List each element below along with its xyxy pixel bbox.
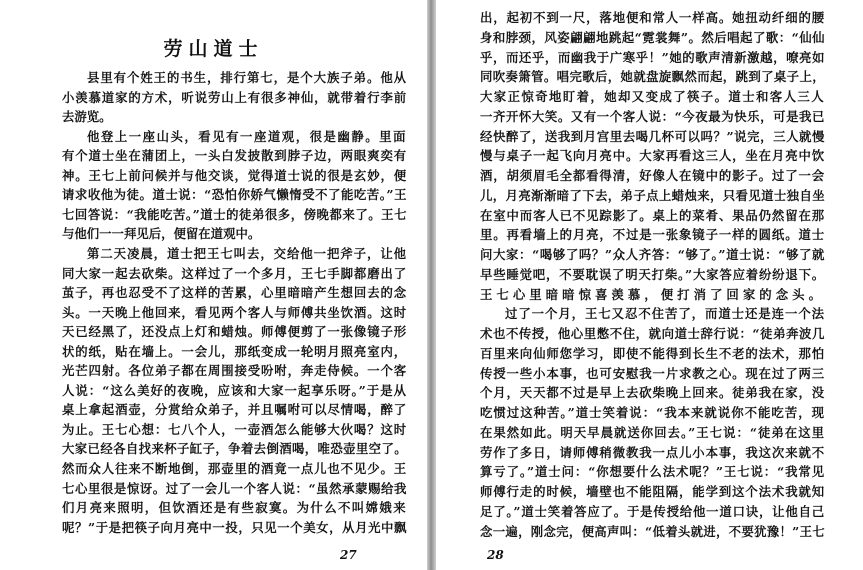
text-line: 师傅行走的时候，墙壁也不能阻隔，能学到这个法术我就知 [480, 484, 825, 499]
text-line: 小羡慕道家的方术，听说劳山上有很多神仙，就带着行李前 [62, 89, 407, 105]
text-line: 同吹奏箫管。唱完歌后，她就盘旋飘然而起，跳到了桌子上， [480, 69, 825, 85]
text-line: 传授一些小本事，也可安慰我一片求教之心。现在过了两三 [480, 365, 825, 381]
text-line: 天已经黑了，还没点上灯和蜡烛。师傅便剪了一张像镜子形 [62, 324, 407, 340]
text-line: 足了。”道士笑着答应了。于是传授给他一道口诀，让他自己 [480, 503, 825, 519]
text-line: 呢？”于是把筷子向月亮中一投，只见一个美女，从月光中飘 [62, 519, 407, 535]
text-line: 们月亮来照明，但饮酒还是有些寂寞。为什么不叫嫦娥来 [62, 500, 407, 516]
text-line: 个月，天天都不过是早上去砍柴晚上回来。徒弟我在家，没 [480, 385, 825, 401]
text-line: 同大家一起去砍柴。这样过了一个多月，王七手脚都磨出了 [62, 265, 407, 281]
text-line: 光芒四射。各位弟子都在周围接受吩咐，奔走侍候。一个客 [62, 363, 407, 379]
text-line: 茧子，再也忍受不了这样的苦累，心里暗暗产生想回去的念 [62, 285, 407, 301]
text-line: 在果然如此。明天早晨就送你回去。”王七说：“徒弟在这里 [480, 424, 825, 440]
text-line: 百里来向仙师您学习，即使不能得到长生不老的法术，那怕 [480, 345, 825, 361]
text-line: 术也不传授，他心里憋不住，就向道士辞行说：“徒弟奔波几 [480, 326, 825, 341]
text-line: 劳作了多日，请师傅稍微教我一点儿小本事，我这次来就不 [480, 444, 825, 460]
text-line: 大家正惊奇地盯着，她却又变成了筷子。道士和客人三人 [480, 89, 825, 104]
text-line: 吃惯过这种苦。”道士笑着说：“我本来就说你不能吃苦，现 [480, 405, 825, 420]
text-line: 乎，而还乎，而幽我于广寒乎！”她的歌声清新激越，嘹亮如 [480, 49, 825, 65]
text-line: 里。再看墙上的月亮，不过是一张象镜子一样的圆纸。道士 [480, 227, 825, 243]
page-number-left: 27 [340, 548, 357, 562]
page-number-right: 28 [487, 548, 504, 562]
text-line: 经快醉了，送我到月宫里去喝几杯可以吗？”说完，三人就慢 [480, 128, 825, 144]
text-line: 人说：“这么美好的夜晚，应该和大家一起享乐呀。”于是从 [62, 382, 407, 398]
text-line: 神。王七上前问候并与他交谈，觉得道士说的很是玄妙，便 [62, 167, 407, 183]
text-line: 状的纸，贴在墙上。一会儿，那纸变成一轮明月照亮室内， [62, 343, 407, 359]
text-line: 与他们一一拜见后，便留在道观中。 [62, 226, 261, 242]
text-line: 为止。王七心想：七八个人，一壶酒怎么能够大伙喝？这时 [62, 421, 407, 437]
text-line: 有个道士坐在蒲团上，一头白发披散到脖子边，两眼爽奕有 [62, 148, 407, 164]
text-line: 身和脖颈，风姿翩翩地跳起“霓裳舞”。然后唱起了歌：“仙仙 [480, 29, 825, 45]
text-line: 问大家：“喝够了吗？”众人齐答：“够了。”道士说：“够了就 [480, 247, 825, 262]
text-line: 算亏了。”道士问：“你想要什么法术呢？”王七说：“我常见 [480, 464, 825, 480]
text-line: 去游览。 [62, 109, 112, 125]
text-line: 第二天凌晨，道士把王七叫去，交给他一把斧子，让他 [87, 245, 407, 261]
text-line: 县里有个姓王的书生，排行第七，是个大族子弟。他从 [87, 70, 407, 85]
text-line: 在室中而客人已不见踪影了。桌上的菜肴、果品仍然留在那 [480, 207, 825, 223]
text-line: 桌上拿起酒壶，分赏给众弟子，并且嘱咐可以尽情喝，醉了 [62, 402, 407, 418]
text-line: 出，起初不到一尺，落地便和常人一样高。她扭动纤细的腰 [480, 10, 825, 25]
right-page [436, 0, 863, 570]
text-line: 一齐开怀大笑。又有一个客人说：“今夜最为快乐，可是我已 [480, 108, 825, 124]
page-divider [427, 0, 436, 570]
text-line: 念一遍，刚念完，便高声叫：“低着头就进，不要犹豫！”王七 [480, 523, 825, 539]
text-line: 酒，胡须眉毛全都看得清，好像人在镜中的影子。过了一会 [480, 168, 825, 183]
text-line: 过了一个月，王七又忍不住苦了，而道士还是连一个法 [505, 306, 825, 322]
text-line: 他登上一座山头，看见有一座道观，很是幽静。里面 [87, 128, 407, 144]
text-line: 然而众人往来不断地倒，那壶里的酒竟一点儿也不见少。王 [62, 461, 407, 476]
left-page [0, 0, 427, 570]
text-line: 七回答说：“我能吃苦。”道士的徒弟很多，傍晚都来了。王七 [62, 206, 407, 222]
text-line: 儿，月亮渐渐暗了下去，弟子点上蜡烛来，只看见道士独自坐 [480, 187, 825, 203]
text-line: 头。一天晚上他回来，看见两个客人与师傅共坐饮酒。这时 [62, 304, 407, 320]
text-line: 早些睡觉吧，不要耽误了明天打柴。”大家答应着纷纷退下。 [480, 266, 825, 282]
chapter-title: 劳山道士 [163, 38, 264, 60]
text-line: 王七心里暗暗惊喜羡慕，便打消了回家的念头。 [480, 286, 825, 302]
text-line: 大家已经各自找来杯子缸子，争着去倒酒喝，唯恐壶里空了。 [62, 441, 407, 457]
text-line: 七心里很是惊讶。过了一会儿一个客人说：“虽然承蒙赐给我 [62, 480, 407, 496]
text-line: 请求收他为徒。道士说：“恐怕你娇气懒惰受不了能吃苦。”王 [62, 187, 407, 203]
text-line: 慢与桌子一起飞向月亮中。大家再看这三人，坐在月亮中饮 [480, 148, 825, 164]
